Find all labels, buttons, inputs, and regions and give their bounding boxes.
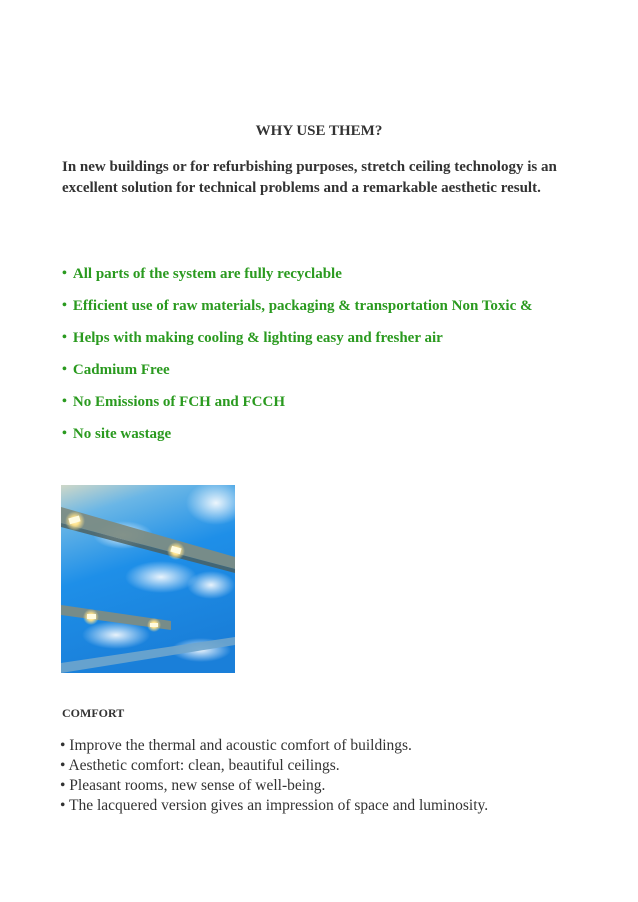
list-item: • No Emissions of FCH and FCCH — [62, 386, 622, 418]
list-item: • Efficient use of raw materials, packaging & transportation Non Toxic & — [62, 290, 622, 322]
list-item: • Pleasant rooms, new sense of well-being. — [60, 777, 326, 794]
comfort-list — [60, 736, 620, 816]
bullet-icon: • — [62, 362, 67, 377]
list-item: • Improve the thermal and acoustic comfort of buildings. — [60, 737, 412, 754]
bullet-icon: • — [62, 298, 67, 313]
intro-paragraph: In new buildings or for refurbishing purposes, stretch ceiling technology is an excellent solution for technical problems and a remarkable aesthetic result. — [62, 159, 557, 196]
list-item: • All parts of the system are fully recyclable — [62, 258, 622, 290]
ceiling-photo — [61, 485, 235, 673]
page-heading: WHY USE THEM? — [255, 123, 383, 139]
benefits-list — [62, 258, 622, 450]
list-item: • Cadmium Free — [62, 354, 622, 386]
list-item: • Aesthetic comfort: clean, beautiful ceilings. — [60, 757, 340, 774]
bullet-icon: • — [62, 426, 67, 441]
bullet-icon: • — [62, 330, 67, 345]
bullet-icon: • — [62, 394, 67, 409]
bullet-icon: • — [62, 266, 67, 281]
list-item: • Helps with making cooling & lighting easy and fresher air — [62, 322, 622, 354]
list-item: • No site wastage — [62, 418, 622, 450]
list-item: • The lacquered version gives an impression of space and luminosity. — [60, 797, 489, 814]
comfort-heading: COMFORT — [62, 706, 125, 720]
